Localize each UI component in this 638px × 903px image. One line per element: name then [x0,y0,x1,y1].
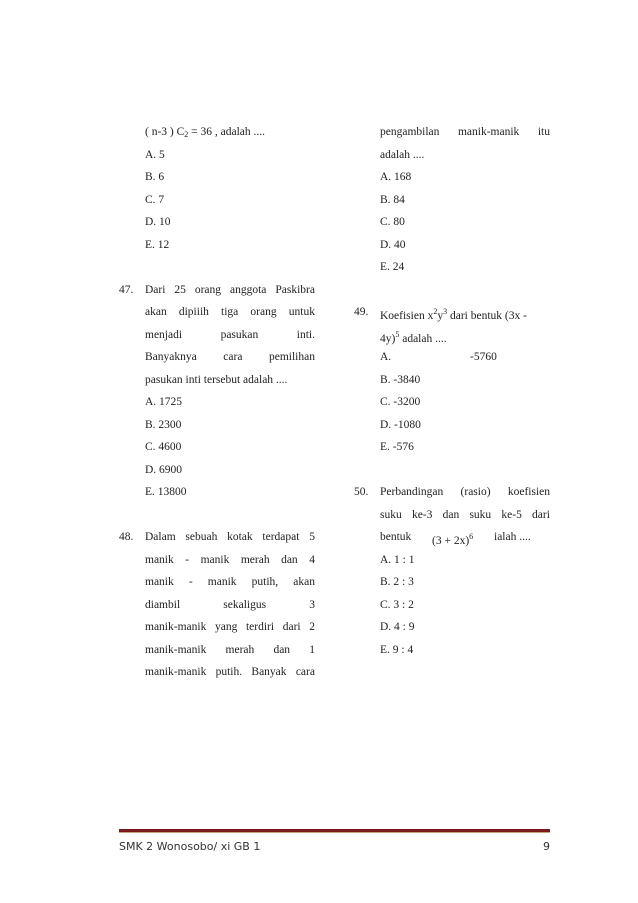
word: cara [295,666,315,678]
word: untuk [288,306,315,318]
q48-line [119,616,315,639]
q50-option: D. 4 : 9 [380,621,415,633]
word: yang [214,621,238,633]
q50-option: B. 2 : 3 [380,576,414,588]
word: diambil [145,598,181,611]
word: pemilihan [268,351,315,363]
word: 1 [309,643,315,656]
q47-line [119,301,315,324]
word: manik [207,576,237,588]
word: manik-manik [145,666,207,678]
word: dari [532,508,550,521]
q50-option: E. 9 : 4 [380,643,414,656]
footer-school-label: SMK 2 Wonosobo/ xi GB 1 [119,840,261,853]
q49-text: y [437,310,444,322]
q47-number: 47. [119,283,134,296]
word: terdiri [245,621,275,633]
word: merah [225,643,255,656]
word: dipiiih [178,306,209,318]
word: manik-manik [457,126,520,138]
q46-stem-text: ( n-3 ) C [145,126,185,138]
q48-line [119,526,315,549]
q48-line [119,661,315,684]
q49-option: E. -576 [380,441,414,453]
word: dan [273,643,291,656]
q48-line [119,639,315,662]
q48-option: D. 40 [380,238,406,251]
word: orang [194,283,222,296]
word: merah [240,553,270,566]
q49-option: C. -3200 [380,396,421,408]
word: 4 [309,553,315,566]
q47-line-words [145,279,315,302]
footer-rule [119,829,550,833]
word: bentuk [380,531,412,543]
page-number: 9 [543,840,550,853]
word: Dalam [145,531,176,543]
word: sekaligus [223,598,267,611]
word: akan [293,576,315,588]
q46-stem-text-end: = 36 , adalah .... [188,126,266,138]
q49-option: B. -3840 [380,373,421,386]
word: cara [223,351,243,363]
q47-option: B. 2300 [145,418,182,431]
word: 3 [309,598,315,611]
word: 5 [309,531,315,543]
q48-cont-line: adalah .... [380,148,425,161]
q46-stem [119,121,315,144]
option-value: -5760 [470,351,497,363]
q48-option: A. 168 [380,171,412,183]
q47-option: E. 13800 [145,486,187,498]
right-column [354,121,550,661]
q46-option: C. 7 [145,193,165,206]
q47-option: C. 4600 [145,441,182,453]
q49-superscript: 5 [395,329,400,339]
q47-line [119,324,315,347]
word: ke-5 [501,508,522,521]
word: putih. [215,666,243,678]
q46-stem-subscript: 2 [184,130,189,139]
word: putih, [251,576,279,588]
word: Dari [145,283,166,296]
word: inti. [296,328,315,341]
word: dari [282,621,301,633]
word: Paskibra [275,283,315,296]
q50-option: C. 3 : 2 [380,598,414,611]
q48-line [119,594,315,617]
option-label: A. [380,351,392,363]
q48-cont-line [354,121,550,144]
q49-text: 4y) [380,332,396,345]
q48-option: B. 84 [380,193,405,206]
word: terdapat [262,531,300,543]
q49-text: Koefisien x [380,310,434,322]
q50-line [354,504,550,527]
q49-option: D. -1080 [380,418,421,431]
word: akan [145,306,167,318]
q49-text: dari bentuk (3x - [447,310,527,322]
word: 25 [174,283,186,296]
word: Banyak [251,666,287,678]
q49-superscript: 2 [433,307,438,316]
q49-option-a [354,346,550,369]
word: suku [469,508,492,521]
word: tiga [221,306,239,318]
q49-line [354,301,550,324]
q50-line [354,481,550,504]
q50-number: 50. [354,486,369,498]
word: sebuah [185,531,218,543]
q50-line [354,526,550,549]
word: dan [281,553,298,566]
word: orang [250,306,277,318]
word: Banyaknya [145,351,197,363]
word: itu [537,126,550,138]
q47-line [119,279,315,302]
q46-option: B. 6 [145,171,165,183]
word: kotak [227,531,253,543]
q47-line: pasukan inti tersebut adalah .... [145,373,288,386]
q47-line [119,346,315,369]
word: - [188,576,193,588]
q50-expression-text: (3 + 2x) [432,535,470,547]
word: ke-3 [411,508,433,521]
q48-option: E. 24 [380,261,405,273]
q50-option: A. 1 : 1 [380,553,415,566]
word: manik [145,553,174,566]
word: anggota [229,283,267,296]
word: manik [200,553,230,566]
word: menjadi [145,328,183,341]
word: pengambilan [380,126,440,138]
word: manik [145,576,174,588]
q49-superscript: 3 [443,307,448,316]
word: koefisien [507,486,550,498]
q49-number: 49. [354,306,369,318]
q47-option: D. 6900 [145,463,183,476]
word: 2 [309,621,315,633]
q49-line [354,324,550,347]
word: suku [380,508,402,521]
word: ialah .... [494,531,531,543]
q46-option: D. 10 [145,216,171,228]
word: dan [442,508,460,521]
word: pasukan [220,328,259,341]
word: manik-manik [145,643,207,656]
word: Perbandingan [380,486,444,498]
q50-superscript: 6 [469,532,474,541]
q49-text: adalah .... [399,332,447,345]
word: - [185,553,190,566]
q46-option: E. 12 [145,238,170,251]
q48-number: 48. [119,531,134,543]
q46-option: A. 5 [145,148,165,161]
q48-line [119,571,315,594]
left-column [119,121,315,684]
q48-option: C. 80 [380,216,405,228]
word: (rasio) [460,486,491,498]
q48-line [119,549,315,572]
word: manik-manik [145,621,207,633]
q47-option: A. 1725 [145,396,183,408]
